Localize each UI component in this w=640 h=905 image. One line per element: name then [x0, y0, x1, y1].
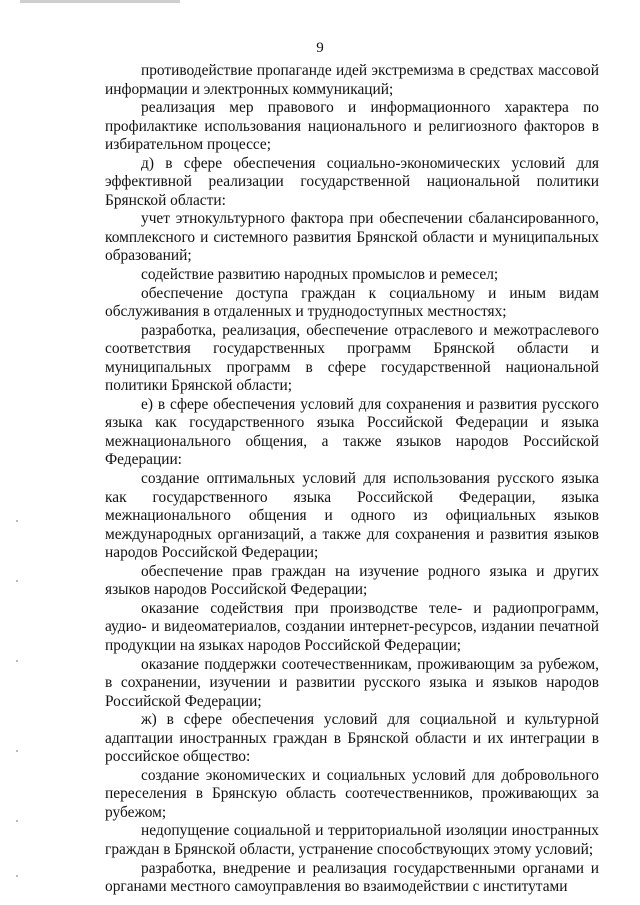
- paragraph: создание оптимальных условий для использования русского языка как государственного языка Российской Федерации, языка межнационального общения и одного из официальных языков международных организаций, а также для сохранения и развития языков народов Российской Федерации;: [105, 470, 599, 562]
- scan-margin-marks: [14, 520, 20, 900]
- paragraph: реализация мер правового и информационного характера по профилактике использования национального и религиозного факторов в избирательном процессе;: [105, 99, 599, 154]
- paragraph: обеспечение доступа граждан к социальному и иным видам обслуживания в отдаленных и труднодоступных местностях;: [105, 284, 599, 321]
- paragraph: создание экономических и социальных условий для добровольного переселения в Брянскую область соотечественников, проживающих за рубежом;: [105, 766, 599, 821]
- scan-edge-line: [20, 0, 180, 3]
- paragraph: оказание поддержки соотечественникам, проживающим за рубежом, в сохранении, изучении и развитии русского языка и языков народов Российской Федерации;: [105, 655, 599, 710]
- paragraph: противодействие пропаганде идей экстремизма в средствах массовой информации и электронных коммуникаций;: [105, 62, 599, 98]
- paragraph: оказание содействия при производстве теле- и радиопрограмм, аудио- и видеоматериалов, создании интернет-ресурсов, издании печатной продукции на языках народов Российской Федерации;: [105, 599, 599, 654]
- paragraph: учет этнокультурного фактора при обеспечении сбалансированного, комплексного и системного развития Брянской области и муниципальных образований;: [105, 210, 599, 265]
- paragraph: разработка, реализация, обеспечение отраслевого и межотраслевого соответствия государственных программ Брянской области и муниципальных программ в сфере государственной национальной политики Брянской области;: [105, 321, 599, 395]
- paragraph: содействие развитию народных промыслов и ремесел;: [141, 266, 499, 284]
- document-body: [105, 62, 599, 897]
- page-number: 9: [316, 40, 324, 56]
- paragraph: д) в сфере обеспечения социально-экономических условий для эффективной реализации государственной национальной политики Брянской области:: [105, 154, 599, 209]
- paragraph: е) в сфере обеспечения условий для сохранения и развития русского языка как государственного языка Российской Федерации и языка межнационального общения, а также языков народов Российской Федерации:: [105, 395, 599, 469]
- paragraph: ж) в сфере обеспечения условий для социальной и культурной адаптации иностранных граждан в Брянской области и их интеграции в российское общество:: [105, 711, 599, 766]
- paragraph: разработка, внедрение и реализация государственными органами и органами местного самоуправления во взаимодействии с институтами: [105, 859, 599, 896]
- paragraph: недопущение социальной и территориальной изоляции иностранных граждан в Брянской области, устранение способствующих этому условий;: [105, 822, 599, 858]
- paragraph: обеспечение прав граждан на изучение родного языка и других языков народов Российской Федерации;: [105, 562, 599, 599]
